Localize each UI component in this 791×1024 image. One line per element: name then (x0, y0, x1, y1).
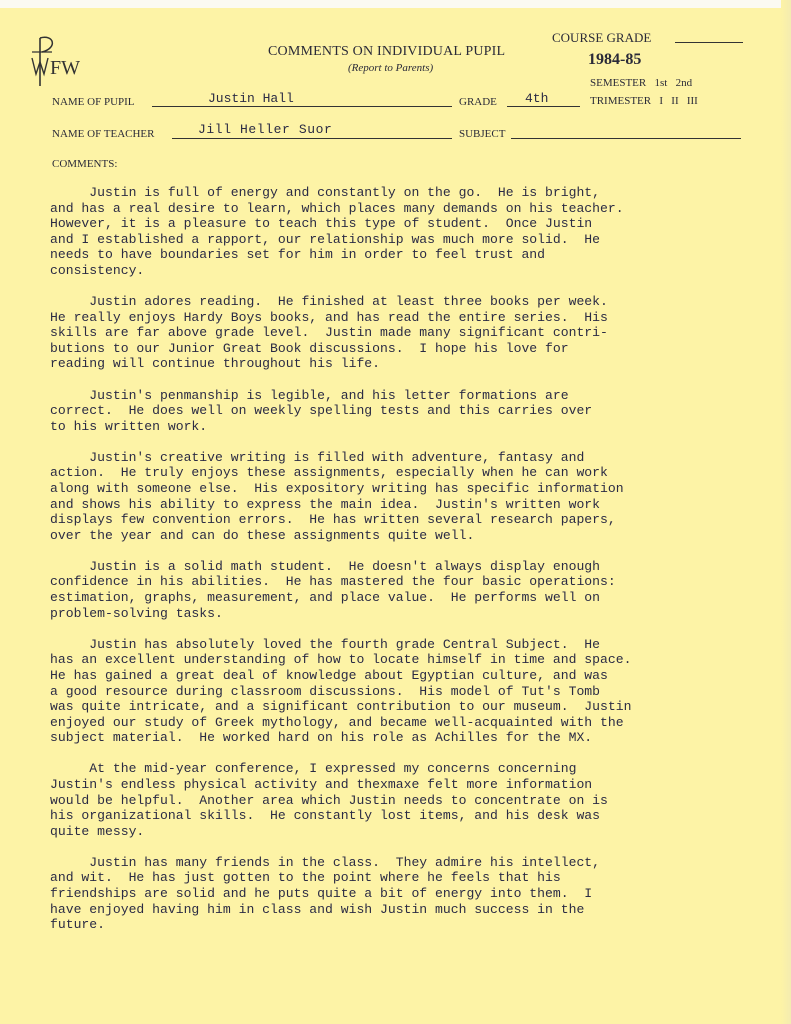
paper-right-edge (781, 0, 791, 1024)
teacher-name-label: NAME OF TEACHER (52, 128, 155, 140)
form-subtitle: (Report to Parents) (348, 62, 434, 74)
subject-line (511, 138, 741, 139)
comment-paragraph-conference: At the mid-year conference, I expressed my concerns concerning Justin's endless physical activity and thexmaxe felt more information would be helpful. Another area which Justin needs to concentrate on is his organizational skills. He constantly lost items, and his desk was quite messy. (50, 761, 608, 839)
grade-label: GRADE (459, 96, 497, 108)
course-grade-label: COURSE GRADE (552, 30, 652, 45)
pupil-name-line (152, 106, 452, 107)
trimester-options: TRIMESTER I II III (590, 95, 698, 107)
school-year: 1984-85 (588, 51, 642, 68)
form-title: COMMENTS ON INDIVIDUAL PUPIL (268, 44, 506, 59)
comment-paragraph-central-subject: Justin has absolutely loved the fourth grade Central Subject. He has an excellent understanding of how to locate himself in time and space. He has gained a great deal of knowledge about Egyptian culture, and was a good resource during classroom discussions. His model of Tut's Tomb was quite intricate, and a significant contribution to our museum. Justin enjoyed our study of Greek mythology, and became well-acquainted with the subject material. He worked hard on his role as Achilles for the MX. (50, 636, 632, 746)
course-grade-line (675, 42, 743, 43)
teacher-name-line (172, 138, 452, 139)
comment-paragraph-math: Justin is a solid math student. He doesn't always display enough confidence in his abilities. He has mastered the four basic operations: estimation, graphs, measurement, and place value. He performs well on problem-solving tasks. (50, 558, 616, 621)
logo-letters: FW (50, 57, 80, 79)
comments-label: COMMENTS: (52, 158, 118, 170)
comment-paragraph-energy: Justin is full of energy and constantly on the go. He is bright, and has a real desire to learn, which places many demands on his teacher. However, it is a pleasure to teach this type of student. Once Justin and I established a rapport, our relationship was much more solid. He needs to have boundaries set for him in order to feel trust and consistency. (50, 185, 624, 278)
pupil-name-label: NAME OF PUPIL (52, 96, 135, 108)
subject-label: SUBJECT (459, 128, 506, 140)
paper-top-edge (0, 0, 791, 8)
semester-options: SEMESTER 1st 2nd (590, 77, 693, 89)
comment-paragraph-penmanship: Justin's penmanship is legible, and his letter formations are correct. He does well on weekly spelling tests and this carries over to his written work. (50, 387, 593, 434)
school-logo-icon (28, 30, 84, 90)
teacher-name-value: Jill Heller Suor (198, 122, 333, 137)
grade-line (507, 106, 580, 107)
comment-paragraph-reading: Justin adores reading. He finished at least three books per week. He really enjoys Hardy Boys books, and has read the entire series. His skills are far above grade level. Justin made many significant contri- butions to our Junior Great Book discussions. I hope his love for reading will continue throughout his life. (50, 294, 608, 372)
grade-value: 4th (525, 91, 549, 106)
comment-paragraph-writing: Justin's creative writing is filled with adventure, fantasy and action. He truly enjoys these assignments, especially when he can work along with someone else. His expository writing has specific information and shows his ability to express the main idea. Justin's written work displays few convention errors. He has written several research papers, over the year and can do these assignments quite well. (50, 449, 624, 543)
comments-body (50, 185, 750, 948)
pupil-name-value: Justin Hall (208, 91, 294, 106)
comment-paragraph-friends: Justin has many friends in the class. They admire his intellect, and wit. He has just gotten to the point where he feels that his friendships are solid and he puts quite a bit of energy into them. I have enjoyed having him in class and wish Justin much success in the future. (50, 854, 601, 933)
